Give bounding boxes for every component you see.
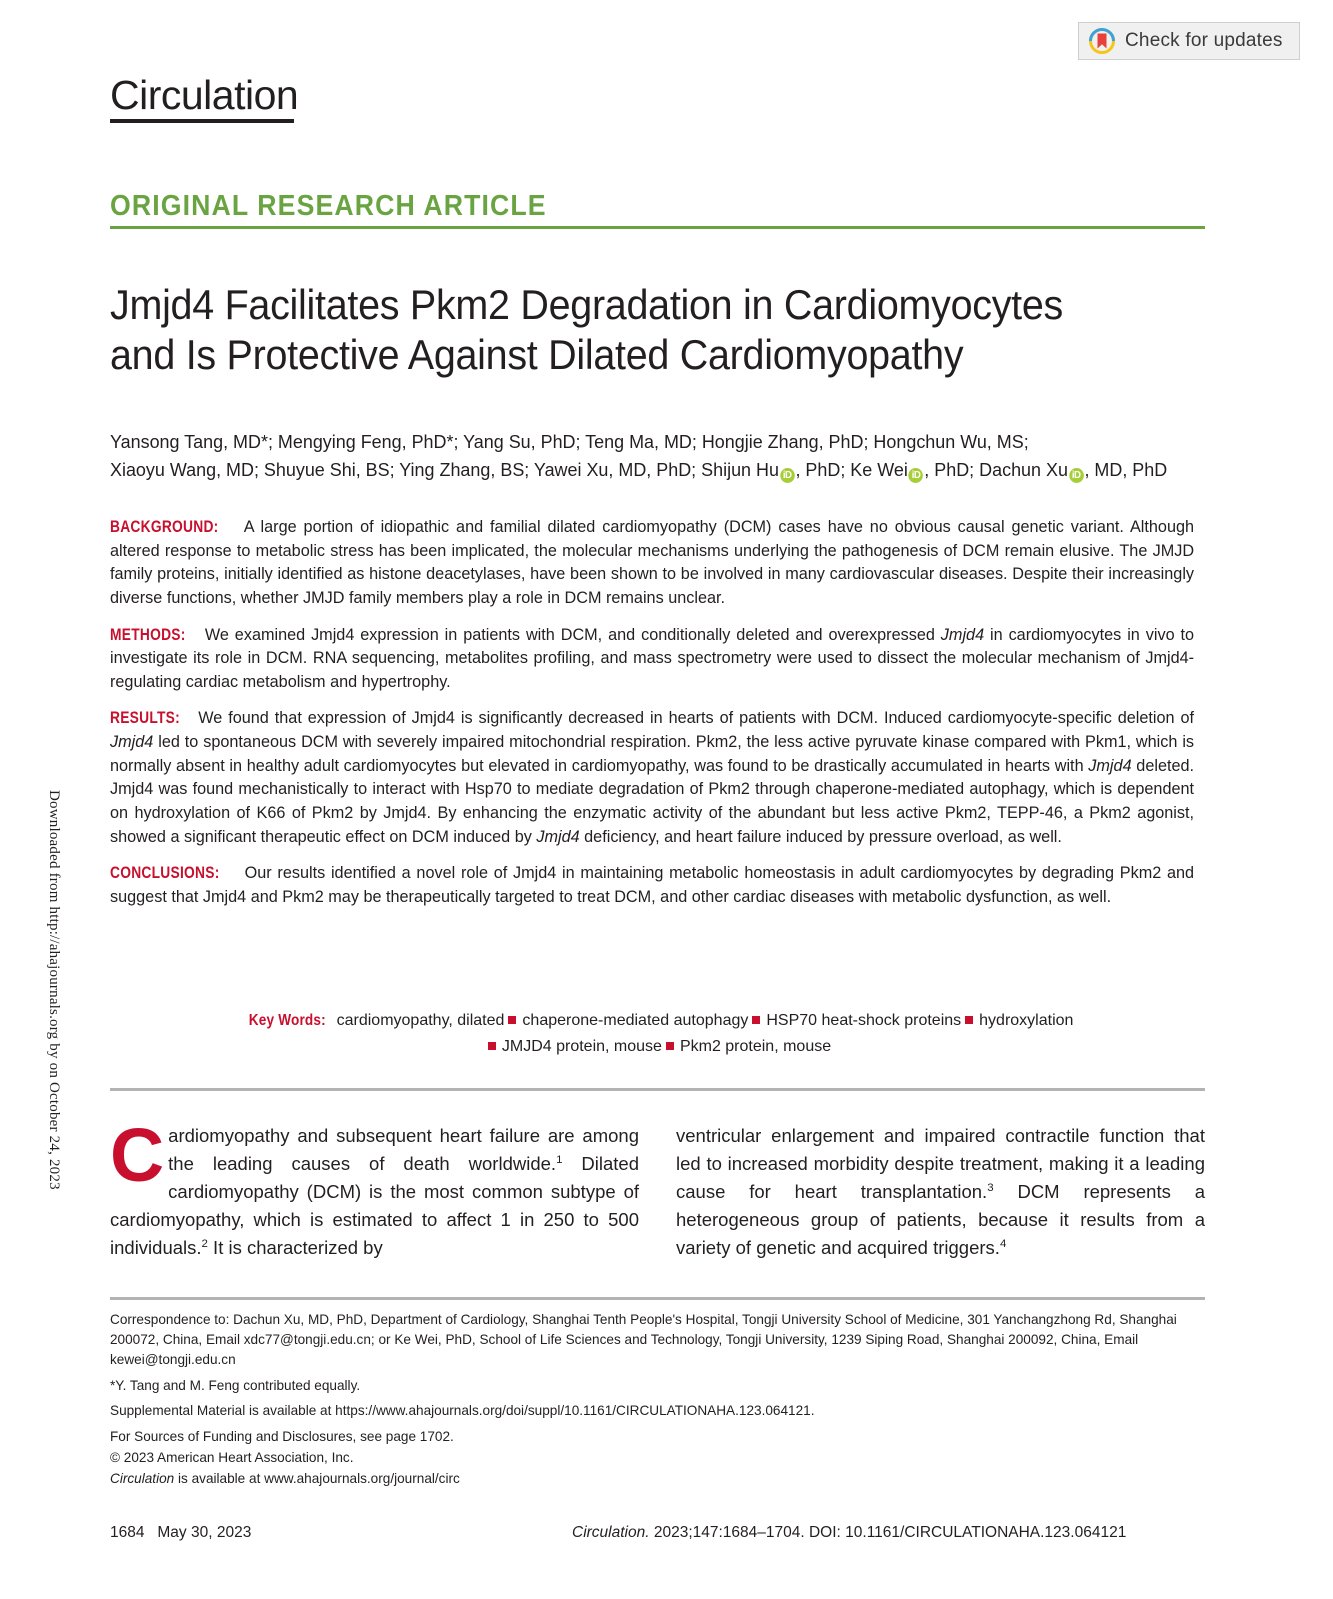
author-line-1: Yansong Tang, MD*; Mengying Feng, PhD*; Yang Su, PhD; Teng Ma, MD; Hongjie Zhang, PhD; Hongchun Wu, MS; <box>110 431 1029 452</box>
keyword-item[interactable]: HSP70 heat-shock proteins <box>766 1012 962 1029</box>
gene-name-italic: Jmjd4 <box>110 733 154 751</box>
page-number-and-date: 1684 May 30, 2023 <box>110 1524 252 1541</box>
keyword-item[interactable]: chaperone-mediated autophagy <box>522 1012 749 1029</box>
abstract-results-c: deleted. Jmjd4 was found mechanistically to interact with Hsp70 to mediate degradation of Pkm2 through chaperone-mediated autophagy, which is dependent on hydroxylation of K66 of Pkm2 by Jmjd4. By enhancing the enzymatic activity of the abundant but less active Pkm2, TEPP-46, a Pkm2 agonist, showed a significant therapeutic effect on DCM induced by <box>110 756 1195 846</box>
copyright-note: © 2023 American Heart Association, Inc. <box>110 1450 354 1466</box>
orcid-icon[interactable]: iD <box>780 468 795 483</box>
body-column-left <box>110 1113 639 1263</box>
journal-title: Circulation <box>110 72 299 118</box>
journal-name-italic: Circulation. <box>572 1524 650 1541</box>
author-line-2-part-2: , PhD; Ke Wei <box>795 459 908 481</box>
intro-text-a: ardiomyopathy and subsequent heart failure are among the leading causes of death worldwide. <box>168 1125 639 1175</box>
body-columns <box>110 1113 1205 1263</box>
keyword-bullet-icon <box>488 1042 496 1050</box>
footnotes <box>110 1310 1205 1495</box>
abstract-methods-text-b: in cardiomyocytes in vivo to investigate its role in DCM. RNA sequencing, metabolites profiling, and mass spectrometry were used to dissect the molecular mechanism of Jmjd4-regulating cardiac metabolism and hypertrophy. <box>110 625 1195 691</box>
footnotes-divider <box>110 1297 1205 1300</box>
keyword-item[interactable]: cardiomyopathy, dilated <box>336 1012 505 1029</box>
author-list <box>110 428 1177 484</box>
drop-cap: C <box>110 1113 165 1197</box>
keyword-item[interactable]: hydroxylation <box>979 1012 1074 1029</box>
body-column-right <box>676 1122 1205 1263</box>
orcid-icon[interactable]: iD <box>1069 468 1084 483</box>
journal-availability-note <box>110 1469 1205 1489</box>
abstract-body-divider <box>110 1088 1205 1091</box>
abstract-results-b: led to spontaneous DCM with severely impaired mitochondrial respiration. Pkm2, the less active pyruvate kinase compared with Pkm1, which is normally absent in healthy adult cardiomyocytes but elevated in cardiomyopathy, was found to be drastically accumulated in hearts with <box>110 733 1195 775</box>
abstract-background <box>110 516 1194 611</box>
author-line-2-part-4: , MD, PhD <box>1084 459 1168 481</box>
keyword-bullet-icon <box>666 1042 674 1050</box>
keywords-line-2 <box>110 1034 1205 1060</box>
gene-name-italic: Jmjd4 <box>1088 756 1132 775</box>
abstract-methods-text-a: We examined Jmjd4 expression in patients with DCM, and conditionally deleted and overexpressed <box>204 625 941 644</box>
abstract-background-label: BACKGROUND: <box>110 518 219 536</box>
intro-paragraph-left <box>110 1113 639 1263</box>
journal-availability-rest: is available at www.ahajournals.org/journal/circ <box>174 1470 460 1486</box>
gene-name-italic: Jmjd4 <box>536 827 580 846</box>
keyword-bullet-icon <box>752 1016 760 1024</box>
abstract-results-label: RESULTS: <box>110 709 180 728</box>
keyword-bullet-icon <box>965 1016 973 1024</box>
author-line-2-part-3: , PhD; Dachun Xu <box>924 459 1068 481</box>
keywords-label: Key Words: <box>248 1012 326 1029</box>
abstract-background-text: A large portion of idiopathic and familial dilated cardiomyopathy (DCM) cases have no obvious causal genetic variant. Although altered response to metabolic stress has been implicated, the molecular mechanisms underlying the pathogenesis of DCM remain elusive. The JMJD family proteins, initially identified as histone deacetylases, have been shown to be involved in many cardiovascular diseases. Despite their increasingly diverse functions, whether JMJD family members play a role in DCM remains unclear. <box>110 518 1195 607</box>
article-type-section <box>110 190 1205 229</box>
download-source-note: Downloaded from http://ahajournals.org by on October 24, 2023 <box>46 790 62 1190</box>
intro-text-e: DCM represents a heterogeneous group of patients, because it results from a variety of genetic and acquired triggers. <box>676 1181 1205 1259</box>
keywords-section <box>110 1008 1205 1059</box>
sources-of-funding-note: For Sources of Funding and Disclosures, see page 1702. <box>110 1429 454 1445</box>
check-for-updates-badge[interactable] <box>1078 22 1300 60</box>
crossmark-bookmark-icon <box>1089 28 1115 54</box>
masthead-underline <box>110 119 294 123</box>
intro-text-c: It is characterized by <box>207 1237 383 1259</box>
journal-masthead <box>110 74 298 123</box>
intro-text-d: ventricular enlargement and impaired contractile function that led to increased morbidity despite treatment, making it a leading cause for heart transplantation. <box>676 1125 1205 1203</box>
correspondence-note: Correspondence to: Dachun Xu, MD, PhD, Department of Cardiology, Shanghai Tenth People's Hospital, Tongji University School of Medicine, 301 Yanchangzhong Rd, Shanghai 200072, China, Email xdc77@tongji.edu.cn; or Ke Wei, PhD, School of Life Sciences and Technology, Tongji University, 1239 Siping Road, Shanghai 200092, China, Email kewei@tongji.edu.cn <box>110 1312 1177 1367</box>
citation-ref[interactable]: 1 <box>556 1153 563 1166</box>
abstract-conclusions-label: CONCLUSIONS: <box>110 864 220 883</box>
keyword-item[interactable]: Pkm2 protein, mouse <box>679 1037 832 1055</box>
abstract-results-a: We found that expression of Jmjd4 is significantly decreased in hearts of patients with DCM. Induced cardiomyocyte-specific deletion of <box>198 709 1195 728</box>
intro-text-b: Dilated cardiomyopathy (DCM) is the most common subtype of cardiomyopathy, which is estimated to affect 1 in 250 to 500 individuals. <box>110 1153 639 1259</box>
abstract-conclusions <box>110 862 1194 909</box>
page-title: Jmjd4 Facilitates Pkm2 Degradation in Cardiomyocytes and Is Protective Against Dilated Cardiomyopathy <box>110 281 1063 378</box>
equal-contribution-note: *Y. Tang and M. Feng contributed equally. <box>110 1377 361 1393</box>
journal-name-italic: Circulation <box>110 1470 175 1486</box>
abstract-conclusions-text: Our results identified a novel role of Jmjd4 in maintaining metabolic homeostasis in adult cardiomyocytes by degrading Pkm2 and suggest that Jmjd4 and Pkm2 may be therapeutically targeted to treat DCM, and other cardiac diseases with metabolic dysfunction, as well. <box>110 864 1195 906</box>
abstract-results-d: deficiency, and heart failure induced by pressure overload, as well. <box>579 827 1062 846</box>
abstract-results <box>110 707 1194 849</box>
citation-ref[interactable]: 3 <box>987 1182 994 1195</box>
citation-line-rest: 2023;147:1684–1704. DOI: 10.1161/CIRCULATIONAHA.123.064121 <box>649 1524 1127 1541</box>
citation-line <box>572 1524 1126 1542</box>
keywords-line-1 <box>110 1008 1205 1034</box>
check-for-updates-label: Check for updates <box>1125 30 1283 51</box>
keyword-item[interactable]: JMJD4 protein, mouse <box>501 1037 662 1055</box>
citation-ref[interactable]: 2 <box>201 1238 208 1251</box>
abstract-methods <box>110 624 1194 695</box>
keyword-bullet-icon <box>508 1016 516 1024</box>
abstract <box>110 516 1205 922</box>
orcid-icon[interactable]: iD <box>909 468 924 483</box>
citation-ref[interactable]: 4 <box>999 1238 1007 1251</box>
gene-name-italic: Jmjd4 <box>940 625 985 644</box>
article-type-label: ORIGINAL RESEARCH ARTICLE <box>110 190 547 222</box>
abstract-methods-label: METHODS: <box>110 625 186 644</box>
supplemental-material-note: Supplemental Material is available at https://www.ahajournals.org/doi/suppl/10.1161/CIRCULATIONAHA.123.064121. <box>110 1403 815 1419</box>
author-line-2-part-1: Xiaoyu Wang, MD; Shuyue Shi, BS; Ying Zhang, BS; Yawei Xu, MD, PhD; Shijun Hu <box>110 459 779 481</box>
article-type-underline <box>110 226 1205 229</box>
intro-paragraph-right <box>676 1122 1205 1263</box>
